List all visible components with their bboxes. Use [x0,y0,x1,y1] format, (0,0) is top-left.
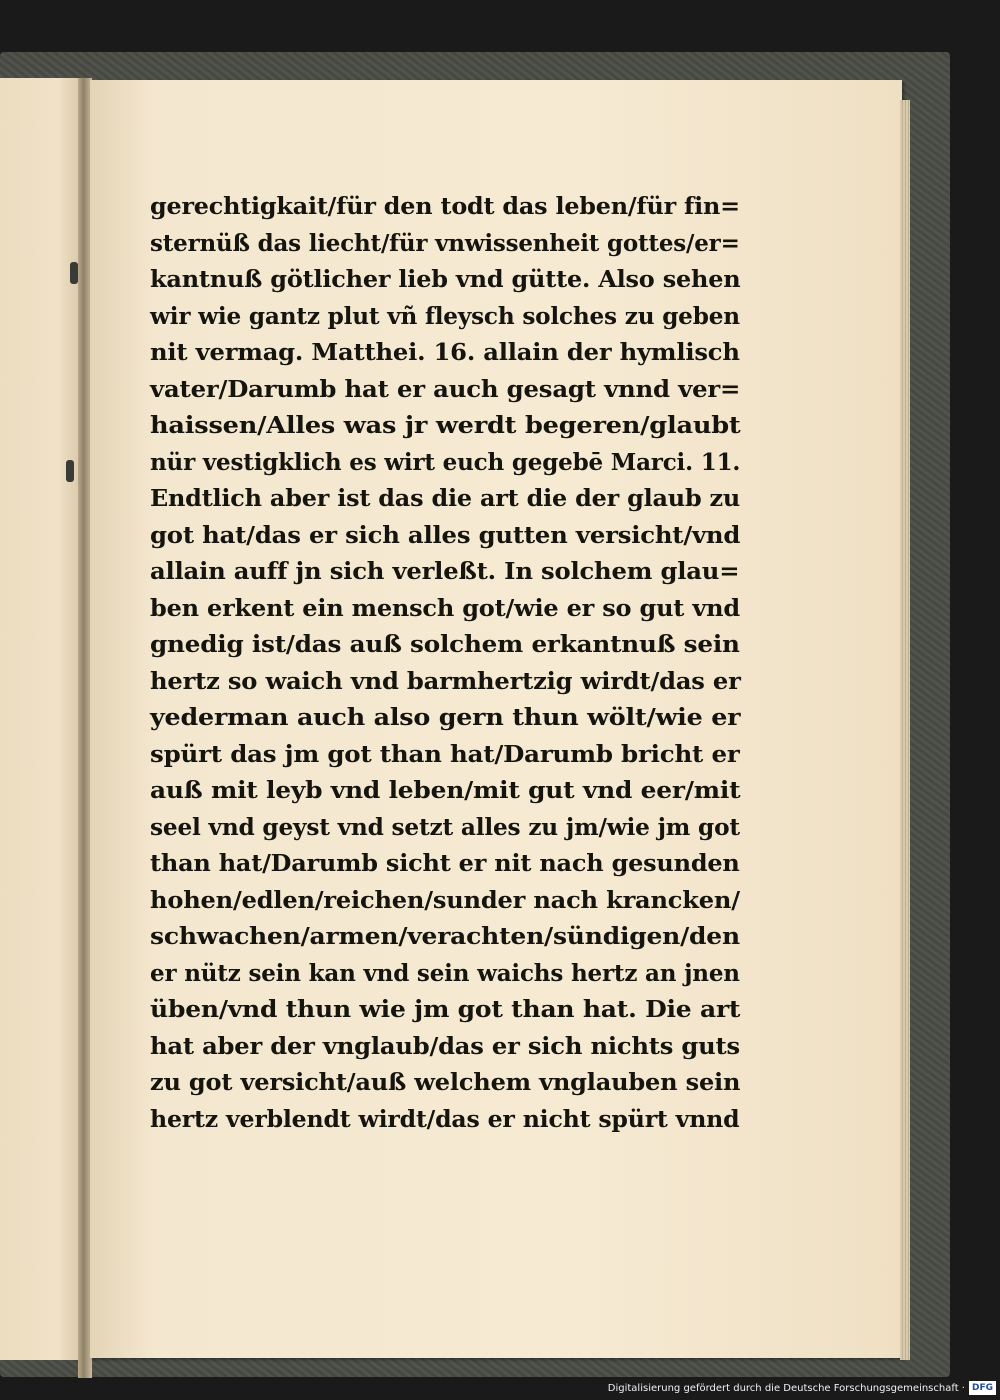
text-line: er nütz sein kan vnd sein waichs hertz an jnen [150,958,740,987]
text-line: gerechtigkait/für den todt das leben/für fin= [150,192,740,220]
text-line: hat aber der vnglaub/das er sich nichts guts [150,1031,740,1060]
text-line: spürt das jm got than hat/Darumb bricht er [150,739,740,768]
text-line: kantnuß götlicher lieb vnd gütte. Also sehen [150,265,741,293]
text-line: üben/vnd thun wie jm got than hat. Die art [150,995,741,1023]
page-edges [900,100,910,1360]
text-line: wir wie gantz plut vñ fleysch solches zu geben [150,301,740,330]
binding-thread [70,262,78,284]
digitization-credit [608,1380,996,1396]
text-line: auß mit leyb vnd leben/mit gut vnd eer/mit [150,776,741,804]
text-line: hertz verblendt wirdt/das er nicht spürt vnnd [150,1104,740,1133]
text-line: Endtlich aber ist das die art die der glaub zu [150,484,741,512]
page-text [150,188,750,1137]
dfg-logo-icon: DFG [969,1381,996,1395]
text-line: than hat/Darumb sicht er nit nach gesunden [150,849,740,877]
text-line: nit vermag. Matthei. 16. allain der hymlisch [150,338,740,366]
text-line: sternüß das liecht/für vnwissenheit gottes/er= [150,228,740,257]
text-line: zu got versicht/auß welchem vnglauben sein [150,1068,741,1096]
text-line: got hat/das er sich alles gutten versicht/vnd [150,520,741,549]
text-line: nür vestigklich es wirt euch gegebē Marci. 11. [150,447,741,476]
text-line: vater/Darumb hat er auch gesagt vnnd ver= [150,374,741,403]
text-line: haissen/Alles was jr werdt begeren/glaubt [150,411,741,439]
text-line: seel vnd geyst vnd setzt alles zu jm/wie jm got [150,812,740,841]
text-line: hertz so waich vnd barmhertzig wirdt/das er [150,666,741,695]
text-line: gnedig ist/das auß solchem erkantnuß sein [150,630,740,658]
binding-thread [66,460,74,482]
credit-text: Digitalisierung gefördert durch die Deutsche Forschungsgemeinschaft · [607,1382,965,1394]
text-line: yederman auch also gern thun wölt/wie er [150,703,741,731]
text-line: schwachen/armen/verachten/sündigen/den [150,922,740,950]
text-line: hohen/edlen/reichen/sunder nach krancken/ [150,885,740,914]
text-line: ben erkent ein mensch got/wie er so gut vnd [150,593,740,622]
text-line: allain auff jn sich verleßt. In solchem glau= [150,557,740,585]
